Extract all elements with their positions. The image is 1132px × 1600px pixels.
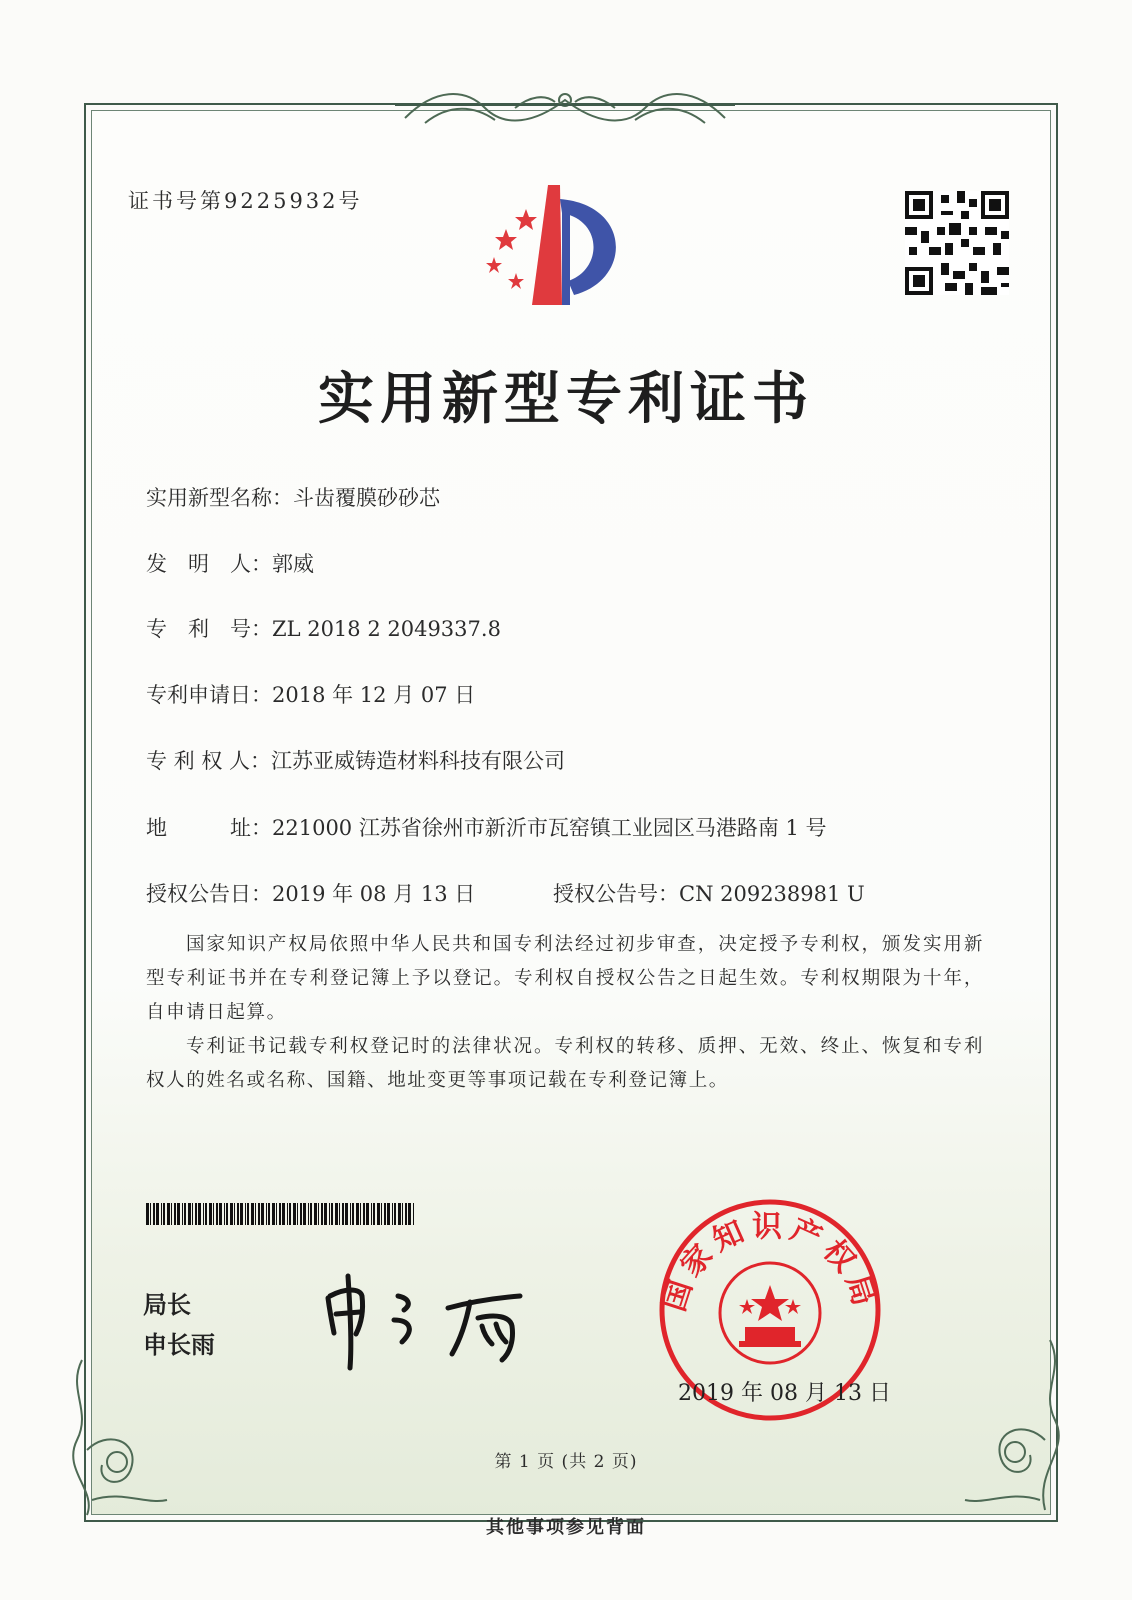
- barcode-bar: [402, 1203, 403, 1225]
- barcode-bar: [177, 1203, 180, 1225]
- barcode-bar: [195, 1203, 197, 1225]
- barcode-bar: [363, 1203, 365, 1225]
- inventor-row: [146, 548, 314, 578]
- barcode-bar: [293, 1203, 296, 1225]
- barcode-bar: [276, 1203, 277, 1225]
- patent-number-label: 专 利 号：: [146, 617, 272, 641]
- grant-number-value: CN 209238981 U: [679, 882, 865, 906]
- utility-model-name-value: 斗齿覆膜砂砂芯: [293, 486, 440, 510]
- see-back-note: 其他事项参见背面: [486, 1517, 646, 1538]
- barcode-bar: [300, 1203, 302, 1225]
- barcode-bar: [335, 1203, 338, 1225]
- address-value: 221000 江苏省徐州市新沂市瓦窑镇工业园区马港路南 1 号: [272, 816, 827, 840]
- barcode-bar: [205, 1203, 207, 1225]
- barcode-bar: [234, 1203, 235, 1225]
- barcode-bar: [192, 1203, 193, 1225]
- barcode-bar: [279, 1203, 281, 1225]
- seal-text: 国家知识产权局: [656, 1209, 884, 1316]
- bottom-right-ornament: [960, 1330, 1070, 1520]
- director-name: 申长雨: [143, 1331, 215, 1359]
- barcode-bar: [163, 1203, 165, 1225]
- barcode-bar: [258, 1203, 260, 1225]
- barcode-bar: [413, 1203, 414, 1225]
- barcode-bar: [198, 1203, 201, 1225]
- barcode-bar: [329, 1203, 330, 1225]
- barcode-bar: [394, 1203, 396, 1225]
- barcode-bar: [182, 1203, 183, 1225]
- inventor-label: 发 明 人：: [146, 552, 272, 576]
- barcode-bar: [156, 1203, 159, 1225]
- barcode-bar: [150, 1203, 151, 1225]
- barcode-bar: [247, 1203, 249, 1225]
- barcode-bar: [303, 1203, 306, 1225]
- barcode-bar: [392, 1203, 393, 1225]
- barcode-bar: [342, 1203, 344, 1225]
- filing-date-row: [146, 679, 475, 709]
- top-ornament: [395, 78, 735, 138]
- certificate-number: 证书号第9225932号: [128, 189, 363, 213]
- barcode: [146, 1203, 416, 1225]
- barcode-bar: [266, 1203, 267, 1225]
- grant-date-value: 2019 年 08 月 13 日: [272, 882, 476, 906]
- barcode-bar: [161, 1203, 162, 1225]
- barcode-bar: [171, 1203, 172, 1225]
- filing-date-value: 2018 年 12 月 07 日: [272, 683, 476, 707]
- barcode-bar: [184, 1203, 186, 1225]
- barcode-bar: [289, 1203, 291, 1225]
- declaration-paragraph-2: 专利证书记载专利权登记时的法律状况。专利权的转移、质押、无效、终止、恢复和专利权人的姓名或名称、国籍、地址变更等事项记载在专利登记簿上。: [146, 1036, 984, 1091]
- seal-date: 2019 年 08 月 13 日: [678, 1381, 891, 1406]
- barcode-bar: [371, 1203, 372, 1225]
- grant-date-label: 授权公告日：: [146, 882, 272, 906]
- director-block: [143, 1285, 215, 1365]
- barcode-bar: [213, 1203, 214, 1225]
- qr-code: [905, 191, 1009, 295]
- barcode-bar: [216, 1203, 218, 1225]
- barcode-bar: [230, 1203, 233, 1225]
- barcode-bar: [261, 1203, 264, 1225]
- barcode-bar: [188, 1203, 191, 1225]
- barcode-bar: [377, 1203, 380, 1225]
- barcode-bar: [384, 1203, 386, 1225]
- barcode-bar: [356, 1203, 359, 1225]
- barcode-bar: [387, 1203, 390, 1225]
- barcode-bar: [352, 1203, 354, 1225]
- barcode-bar: [308, 1203, 309, 1225]
- address-label: 地 址：: [146, 816, 272, 840]
- barcode-bar: [224, 1203, 225, 1225]
- barcode-bar: [350, 1203, 351, 1225]
- barcode-bar: [282, 1203, 285, 1225]
- barcode-bar: [237, 1203, 239, 1225]
- barcode-bar: [310, 1203, 312, 1225]
- declaration-paragraph-1: 国家知识产权局依照中华人民共和国专利法经过初步审查，决定授予专利权，颁发实用新型专利证书并在专利登记簿上予以登记。专利权自授权公告之日起生效。专利权期限为十年，自申请日起算。: [146, 934, 984, 1023]
- barcode-bar: [167, 1203, 170, 1225]
- barcode-bar: [255, 1203, 256, 1225]
- director-signature: [320, 1268, 560, 1378]
- bottom-left-ornament: [62, 1350, 172, 1520]
- barcode-bar: [240, 1203, 243, 1225]
- barcode-bar: [373, 1203, 375, 1225]
- barcode-bar: [408, 1203, 411, 1225]
- patentee-row: [146, 745, 565, 775]
- barcode-bar: [174, 1203, 176, 1225]
- barcode-bar: [331, 1203, 333, 1225]
- barcode-bar: [360, 1203, 361, 1225]
- utility-model-name-label: 实用新型名称：: [146, 486, 293, 510]
- barcode-bar: [366, 1203, 369, 1225]
- grant-number-label: 授权公告号：: [553, 882, 679, 906]
- barcode-bar: [146, 1203, 149, 1225]
- barcode-bar: [226, 1203, 228, 1225]
- barcode-bar: [245, 1203, 246, 1225]
- barcode-bar: [268, 1203, 270, 1225]
- declaration-text: [146, 928, 984, 1098]
- barcode-bar: [381, 1203, 382, 1225]
- barcode-bar: [287, 1203, 288, 1225]
- grant-number-row: [553, 878, 865, 908]
- grant-date-row: [146, 878, 475, 908]
- address-row: [146, 812, 827, 842]
- barcode-bar: [398, 1203, 401, 1225]
- barcode-bar: [153, 1203, 155, 1225]
- barcode-bar: [318, 1203, 319, 1225]
- director-title: 局长: [143, 1291, 191, 1319]
- page-title: 实用新型专利证书: [318, 366, 814, 432]
- patentee-value: 江苏亚威铸造材料科技有限公司: [271, 749, 566, 773]
- patent-number-value: ZL 2018 2 2049337.8: [272, 617, 501, 641]
- inventor-value: 郭威: [272, 552, 314, 576]
- barcode-bar: [297, 1203, 298, 1225]
- barcode-bar: [314, 1203, 317, 1225]
- patentee-label: 专 利 权 人：: [146, 749, 272, 773]
- filing-date-label: 专利申请日：: [146, 683, 272, 707]
- barcode-bar: [345, 1203, 348, 1225]
- barcode-bar: [209, 1203, 212, 1225]
- barcode-bar: [203, 1203, 204, 1225]
- utility-model-name-row: [146, 482, 440, 512]
- barcode-bar: [324, 1203, 327, 1225]
- barcode-bar: [405, 1203, 407, 1225]
- cnipa-logo-icon: [482, 185, 642, 305]
- patent-number-row: [146, 613, 501, 643]
- barcode-bar: [321, 1203, 323, 1225]
- barcode-bar: [272, 1203, 275, 1225]
- barcode-bar: [251, 1203, 254, 1225]
- barcode-bar: [219, 1203, 222, 1225]
- page-number: 第 1 页 (共 2 页): [494, 1452, 638, 1472]
- barcode-bar: [339, 1203, 340, 1225]
